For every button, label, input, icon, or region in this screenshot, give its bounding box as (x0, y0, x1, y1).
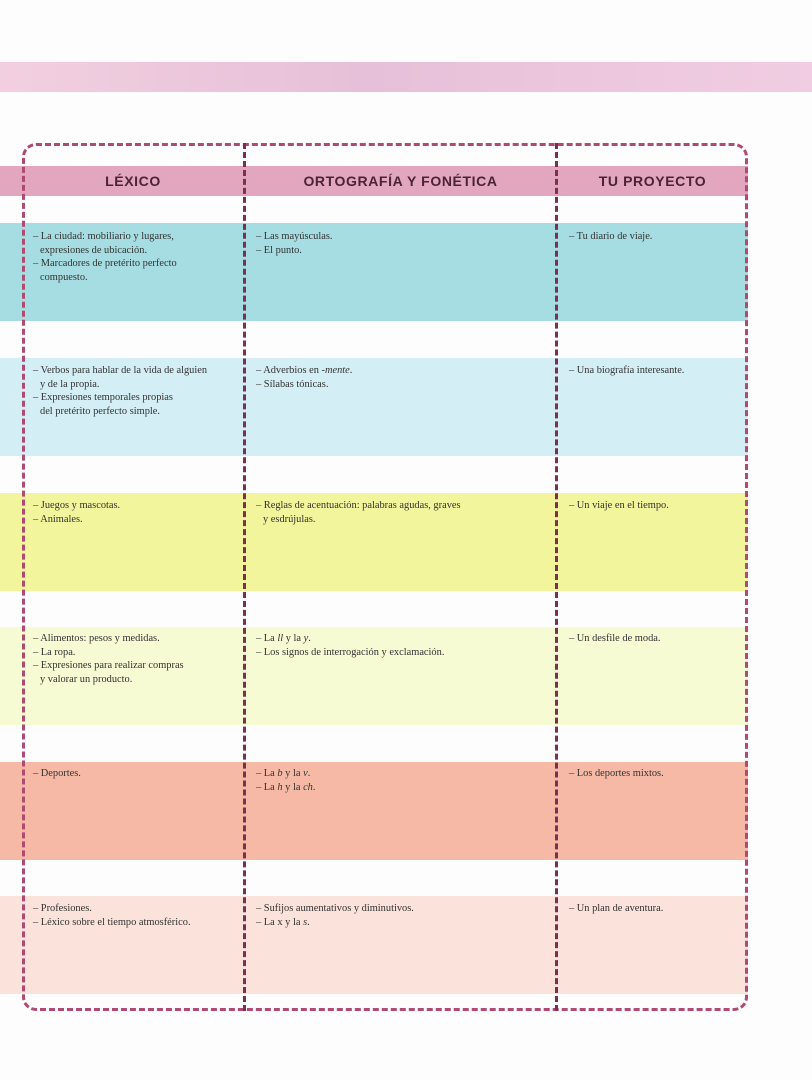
row-2-lexico-line-1: – Verbos para hablar de la vida de alguien (33, 365, 208, 376)
row-1-lexico-line-2: expresiones de ubicación. (40, 244, 148, 256)
row-1-lexico-line-3: – Marcadores de pretérito perfecto (33, 258, 177, 270)
table-dashed-frame (22, 143, 748, 1011)
row-1-proyecto-line-1: – Tu diario de viaje. (569, 231, 653, 242)
column-header-lexico: LÉXICO (105, 173, 161, 189)
column-header-ortografia: ORTOGRAFÍA Y FONÉTICA (303, 173, 498, 189)
row-6-ortografia-2c: y la (282, 916, 304, 928)
row-4-ortografia-part-d: y (303, 633, 309, 644)
row-4-ortografia-part-e: . (308, 633, 311, 644)
row-3-proyecto-line-1: – Un viaje en el tiempo. (569, 500, 669, 511)
row-2-lexico-line-3: – Expresiones temporales propias (33, 392, 173, 404)
row-1-ortografia-line-2: – El punto. (256, 244, 302, 256)
row-3-ortografia-line-2: y esdrújulas. (263, 513, 316, 525)
row-3-lexico-line-2: – Animales. (33, 513, 83, 525)
row-2-lexico-line-2: y de la propia. (40, 378, 100, 390)
row-4-lexico-line-3: – Expresiones para realizar compras (33, 660, 184, 672)
row-5-ortografia-1e: . (307, 768, 311, 779)
row-6-ortografia-2e: . (307, 916, 310, 928)
row-4-proyecto-line-1: – Un desfile de moda. (569, 633, 661, 644)
row-5-ortografia-2e: . (312, 781, 316, 793)
row-2-lexico-line-4: del pretérito perfecto simple. (40, 405, 161, 417)
row-6-proyecto-line-1: – Un plan de aventura. (569, 903, 664, 914)
row-5-ortografia-2d: ch (303, 781, 313, 793)
row-6-ortografia-line-1: – Sufijos aumentativos y diminutivos. (256, 903, 414, 914)
row-5-ortografia-1d: v (303, 768, 308, 779)
row-5-ortografia-2a: – La (256, 781, 278, 793)
row-4-ortografia-line-2: – Los signos de interrogación y exclamación. (256, 646, 445, 658)
row-6-ortografia-2a: – La (256, 916, 278, 928)
row-5-ortografia-1c: y la (282, 768, 304, 779)
column-divider-1 (243, 143, 246, 1011)
row-4-ortografia-part-a: – La (256, 633, 278, 644)
row-2-proyecto-line-1: – Una biografía interesante. (569, 365, 685, 376)
top-decorative-band (0, 62, 812, 92)
row-3-lexico-line-1: – Juegos y mascotas. (33, 500, 121, 511)
row-2-ortografia-italic: -mente (321, 365, 350, 376)
row-5-ortografia-1a: – La (256, 768, 278, 779)
row-6-ortografia-2d: s (303, 916, 308, 928)
row-4-lexico-line-1: – Alimentos: pesos y medidas. (33, 633, 160, 644)
row-1-ortografia-line-1: – Las mayúsculas. (256, 231, 333, 242)
column-divider-2 (555, 143, 558, 1011)
row-5-lexico-line-1: – Deportes. (33, 768, 81, 779)
row-1-lexico-line-4: compuesto. (40, 271, 88, 283)
row-4-ortografia-part-c: y la (283, 633, 304, 644)
row-6-ortografia-2b: x (277, 916, 283, 928)
row-4-lexico-line-4: y valorar un producto. (40, 673, 133, 685)
row-5-ortografia-2b: h (277, 781, 283, 793)
row-2-ortografia-prefix: – Adverbios en (256, 365, 322, 376)
row-6-lexico-line-2: – Léxico sobre el tiempo atmosférico. (33, 916, 191, 928)
column-header-proyecto: TU PROYECTO (598, 173, 707, 189)
row-4-ortografia-part-b: ll (277, 633, 284, 644)
row-3-ortografia-line-1: – Reglas de acentuación: palabras agudas, graves (256, 500, 461, 511)
row-2-ortografia-line-2: – Sílabas tónicas. (256, 378, 329, 390)
row-6-lexico-line-1: – Profesiones. (33, 903, 92, 914)
row-4-lexico-line-2: – La ropa. (33, 646, 76, 658)
row-5-ortografia-2c: y la (282, 781, 304, 793)
row-2-ortografia-suffix: . (349, 365, 353, 376)
row-1-lexico-line-1: – La ciudad: mobiliario y lugares, (33, 231, 174, 242)
row-5-proyecto-line-1: – Los deportes mixtos. (569, 768, 664, 779)
row-5-ortografia-1b: b (277, 768, 283, 779)
